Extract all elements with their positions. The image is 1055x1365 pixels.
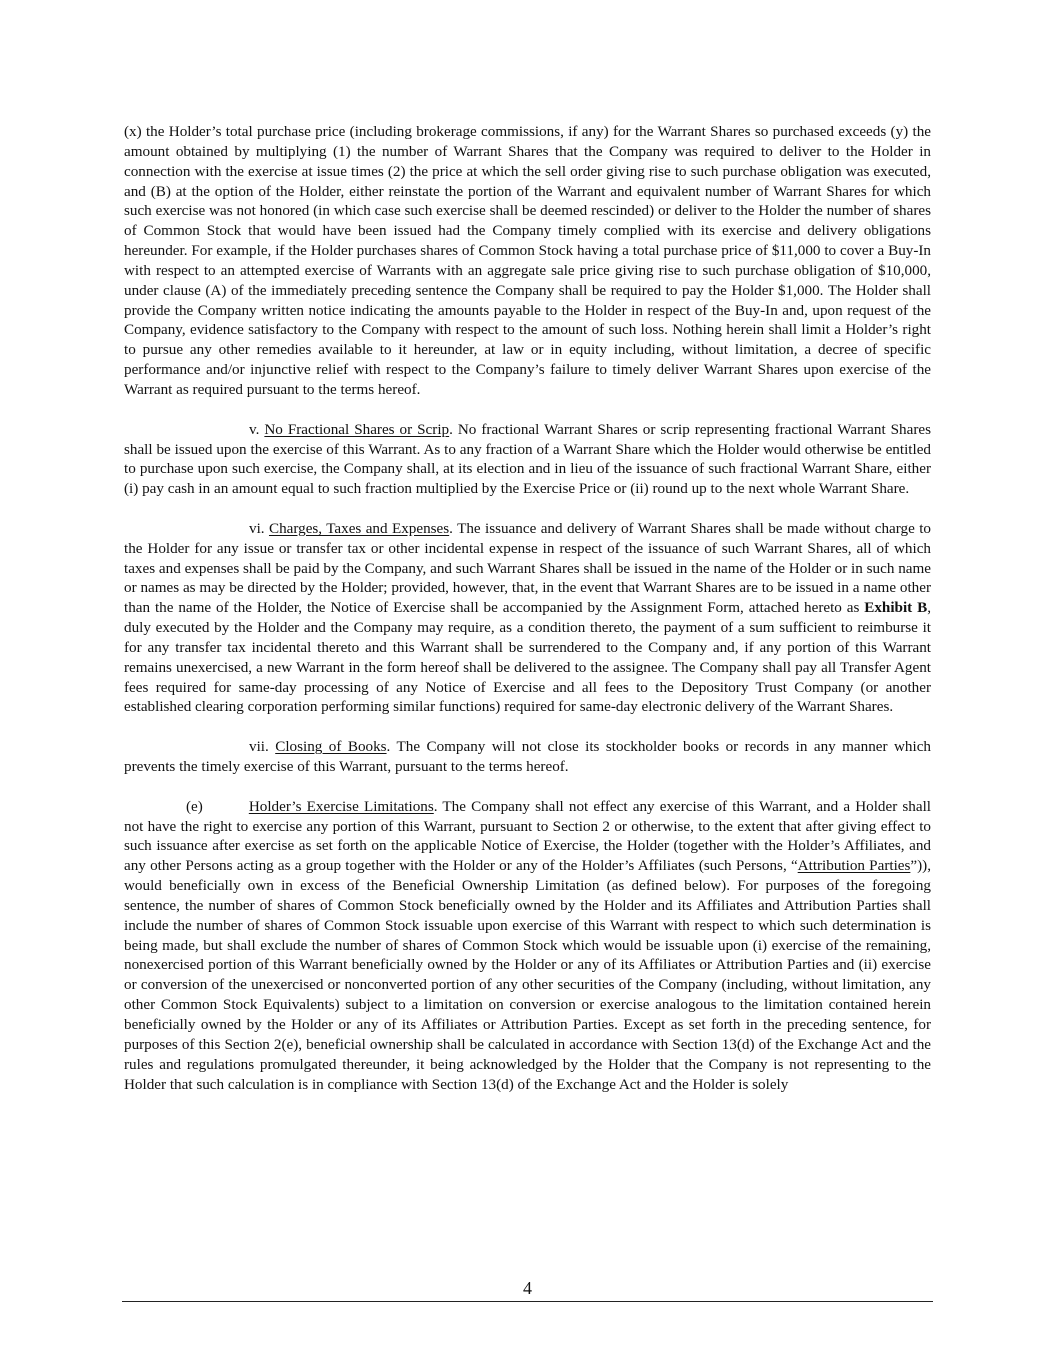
document-page [124,122,931,1114]
footer-rule [122,1301,933,1302]
paragraph-section-e [124,797,931,1095]
page-number: 4 [523,1278,532,1298]
section-body: . The issuance and delivery of Warrant Shares shall be made without charge to the Holder for any issue or transfer tax or other incidental expense in respect of the issuance of such Warrant Shares, all of which taxes and expenses shall be paid by the Company, and such Warrant Shares shall be issued in the name of the Holder or in such name or names as may be directed by the Holder; provided, however, that, in the event that Warrant Shares are to be issued in a name other than the name of the Holder, the Notice of Exercise shall be accompanied by the Assignment Form, attached hereto as [124,519,931,617]
exhibit-reference: Exhibit B [864,599,928,617]
paragraph-section-v [124,420,931,499]
section-number: v. [249,420,260,438]
section-body: . The Company will not close its stockholder books or records in any manner which prevents the timely exercise of this Warrant, pursuant to the terms hereof. [124,738,931,775]
section-heading: No Fractional Shares or Scrip [264,420,450,438]
section-heading: Charges, Taxes and Expenses [268,519,450,537]
section-number: vi. [249,519,265,537]
paragraph-section-vi [124,519,931,717]
section-number: vii. [249,738,269,756]
section-body: . The Company shall not effect any exercise of this Warrant, and a Holder shall not have the right to exercise any portion of this Warrant, pursuant to Section 2 or otherwise, to the extent that after giving effect to such issuance after exercise as set forth on the applicable Notice of Exercise, the Holder (together with the Holder’s Affiliates, and any other Persons acting as a group together with the Holder or any of the Holder’s Affiliates (such Persons, “ [124,797,931,875]
section-heading: Closing of Books [275,738,387,756]
paragraph-buy-in-continuation: (x) the Holder’s total purchase price (including brokerage commissions, if any) for the Warrant Shares so purchased exceeds (y) the amount obtained by multiplying (1) the number of Warrant Shares that the Company was required to deliver to the Holder in connection with the exercise at issue times (2) the price at which the sell order giving rise to such purchase obligation was executed, and (B) at the option of the Holder, either reinstate the portion of the Warrant and equivalent number of Warrant Shares for which such exercise was not honored (in which case such exercise shall be deemed rescinded) or deliver to the Holder the number of shares of Common Stock that would have been issued had the Company timely complied with its exercise and delivery obligations hereunder. For example, if the Holder purchases shares of Common Stock having a total purchase price of $11,000 to cover a Buy-In with respect to an attempted exercise of Warrants with an aggregate sale price giving rise to such purchase obligation of $10,000, under clause (A) of the immediately preceding sentence the Company shall be required to pay the Holder $1,000. The Holder shall provide the Company written notice indicating the amounts payable to the Holder in respect of the Buy-In and, upon request of the Company, evidence satisfactory to the Company with respect to the amount of such loss. Nothing herein shall limit a Holder’s right to pursue any other remedies available to it hereunder, at law or in equity including, without limitation, a decree of specific performance and/or injunctive relief with respect to the Company’s failure to timely deliver Warrant Shares upon exercise of the Warrant as required pursuant to the terms hereof. [124,123,931,398]
section-body: . No fractional Warrant Shares or scrip representing fractional Warrant Shares shall be issued upon the exercise of this Warrant. As to any fraction of a Warrant Share which the Holder would otherwise be entitled to purchase upon such exercise, the Company shall, at its election and in lieu of the issuance of such fractional Warrant Share, either (i) pay cash in an amount equal to such fraction multiplied by the Exercise Price or (ii) round up to the next whole Warrant Share. [124,420,932,498]
section-body-continued: ”)), would beneficially own in excess of the Beneficial Ownership Limitation (as defined below). For purposes of the foregoing sentence, the number of shares of Common Stock beneficially owned by the Holder and its Affiliates and Attribution Parties shall include the number of shares of Common Stock issuable upon exercise of this Warrant with respect to which such determination is being made, but shall exclude the number of shares of Common Stock which would be issuable upon (i) exercise of the remaining, nonexercised portion of this Warrant beneficially owned by the Holder or any of its Affiliates or Attribution Parties and (ii) exercise or conversion of the unexercised or nonconverted portion of any other securities of the Company (including, without limitation, any other Common Stock Equivalents) subject to a limitation on conversion or exercise analogous to the limitation contained herein beneficially owned by the Holder or any of its Affiliates or Attribution Parties. Except as set forth in the preceding sentence, for purposes of this Section 2(e), beneficial ownership shall be calculated in accordance with Section 13(d) of the Exchange Act and the rules and regulations promulgated thereunder, it being acknowledged by the Holder that the Company is not representing to the Holder that such calculation is in compliance with Section 13(d) of the Exchange Act and the Holder is solely [124,857,931,1093]
paragraph-section-vii [124,737,931,777]
defined-term: Attribution Parties [797,857,911,875]
section-number: (e) [186,797,203,815]
section-heading: Holder’s Exercise Limitations [248,797,434,815]
section-body-continued: , duly executed by the Holder and the Company may require, as a condition thereto, the payment of a sum sufficient to reimburse it for any transfer tax incidental thereto and this Warrant shall be surrendered to the Company and, if any portion of this Warrant remains unexercised, a new Warrant in the form hereof shall be delivered to the assignee. The Company shall pay all Transfer Agent fees required for same-day processing of any Notice of Exercise and all fees to the Depository Trust Company (or another established clearing corporation performing similar functions) required for same-day electronic delivery of the Warrant Shares. [124,599,931,716]
